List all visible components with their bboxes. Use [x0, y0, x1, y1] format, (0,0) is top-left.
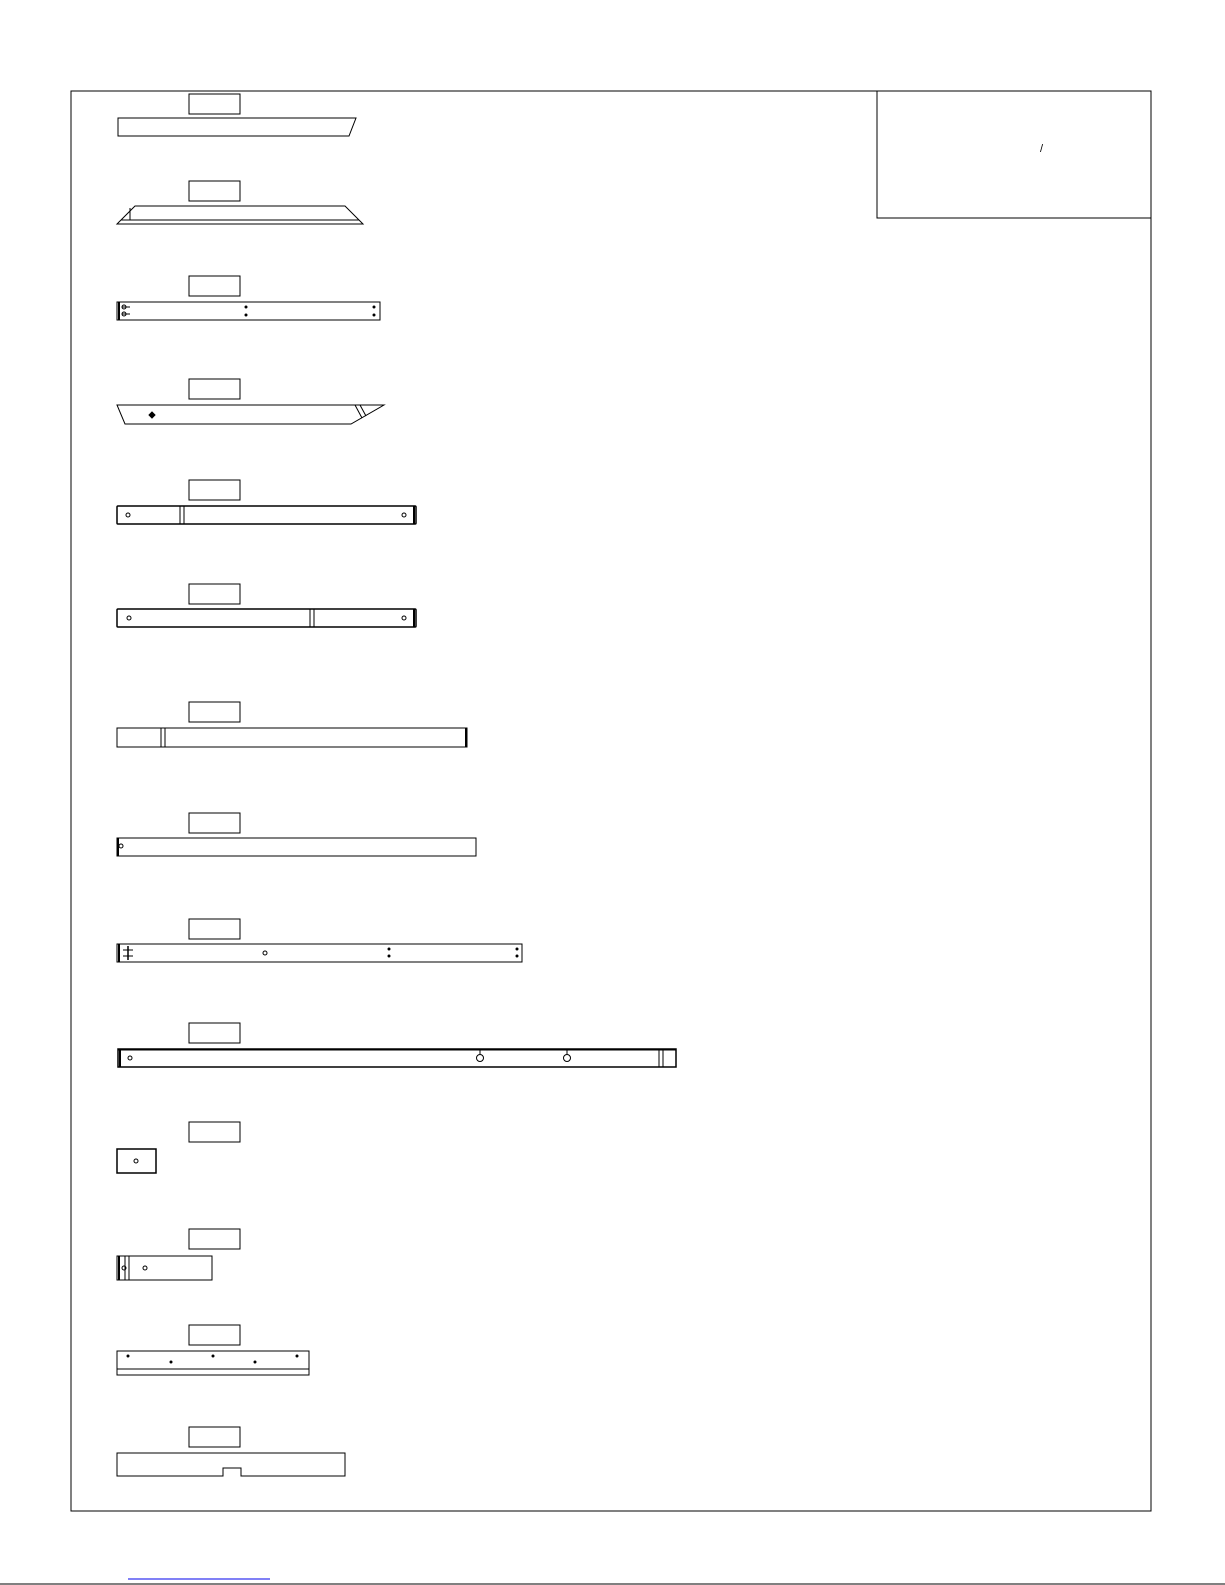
- part-13-hole: [127, 1355, 129, 1357]
- part-13-label-box: [189, 1325, 240, 1345]
- part-10-bar: [118, 1049, 676, 1067]
- part-7: [117, 702, 467, 747]
- part-8-hole: [119, 844, 123, 848]
- part-8-bar: [117, 838, 476, 856]
- part-9-hole: [516, 948, 518, 950]
- part-5-bar: [117, 506, 416, 524]
- part-13-hole: [170, 1361, 172, 1363]
- part-10-keyhole: [564, 1055, 571, 1062]
- part-6: [117, 584, 416, 627]
- part-12-hole: [143, 1266, 147, 1270]
- title-block: [877, 91, 1151, 218]
- part-10-keyhole: [477, 1055, 484, 1062]
- part-2-bar: [117, 206, 363, 224]
- part-1-bar: [118, 118, 356, 136]
- part-7-label-box: [189, 702, 240, 722]
- title-block-slash: /: [1040, 143, 1044, 155]
- part-5-hole: [402, 513, 406, 517]
- part-5-hole: [126, 513, 130, 517]
- part-1-label-box: [189, 94, 240, 114]
- part-3-bar: [117, 302, 380, 320]
- part-9-hole: [388, 948, 390, 950]
- part-5: [117, 480, 416, 524]
- part-1: [118, 94, 356, 136]
- part-6-hole: [127, 616, 131, 620]
- part-4-label-box: [189, 379, 240, 399]
- part-13-hole: [254, 1361, 256, 1363]
- part-7-bar: [117, 728, 467, 747]
- part-9-hole: [516, 955, 518, 957]
- part-6-label-box: [189, 584, 240, 604]
- part-10: [118, 1023, 676, 1067]
- part-14-bar: [117, 1453, 345, 1476]
- part-3-hole: [245, 306, 247, 308]
- part-11-label-box: [189, 1122, 240, 1142]
- part-14-label-box: [189, 1427, 240, 1447]
- part-3-hole: [373, 314, 375, 316]
- part-6-hole: [402, 616, 406, 620]
- part-3-hole: [373, 306, 375, 308]
- drawing-frame: [71, 91, 1151, 1511]
- part-3-hole: [245, 314, 247, 316]
- part-14: [117, 1427, 345, 1476]
- part-11: [117, 1122, 240, 1173]
- part-12-label-box: [189, 1229, 240, 1249]
- part-8: [117, 813, 476, 856]
- part-11-hole: [134, 1159, 138, 1163]
- part-9-bar: [117, 944, 522, 962]
- part-4-notch: [360, 405, 366, 416]
- part-9-hole: [263, 951, 267, 955]
- part-12: [117, 1229, 240, 1280]
- title-block-box: [877, 91, 1151, 218]
- part-9-hole: [388, 955, 390, 957]
- part-10-label-box: [189, 1023, 240, 1043]
- part-4-bar: [117, 405, 384, 424]
- part-4-diamond-hole: [149, 412, 155, 418]
- part-12-block: [117, 1256, 212, 1280]
- part-8-label-box: [189, 813, 240, 833]
- part-6-bar: [117, 609, 416, 627]
- part-3-label-box: [189, 276, 240, 296]
- part-10-hole: [128, 1056, 132, 1060]
- part-13-hole: [296, 1355, 298, 1357]
- part-5-label-box: [189, 480, 240, 500]
- part-13: [117, 1325, 309, 1375]
- part-3: [117, 276, 380, 320]
- part-2: [117, 181, 363, 224]
- part-9: [117, 919, 522, 962]
- part-13-hole: [212, 1355, 214, 1357]
- part-4: [117, 379, 384, 424]
- part-2-label-box: [189, 181, 240, 201]
- part-9-label-box: [189, 919, 240, 939]
- part-11-block: [117, 1149, 156, 1173]
